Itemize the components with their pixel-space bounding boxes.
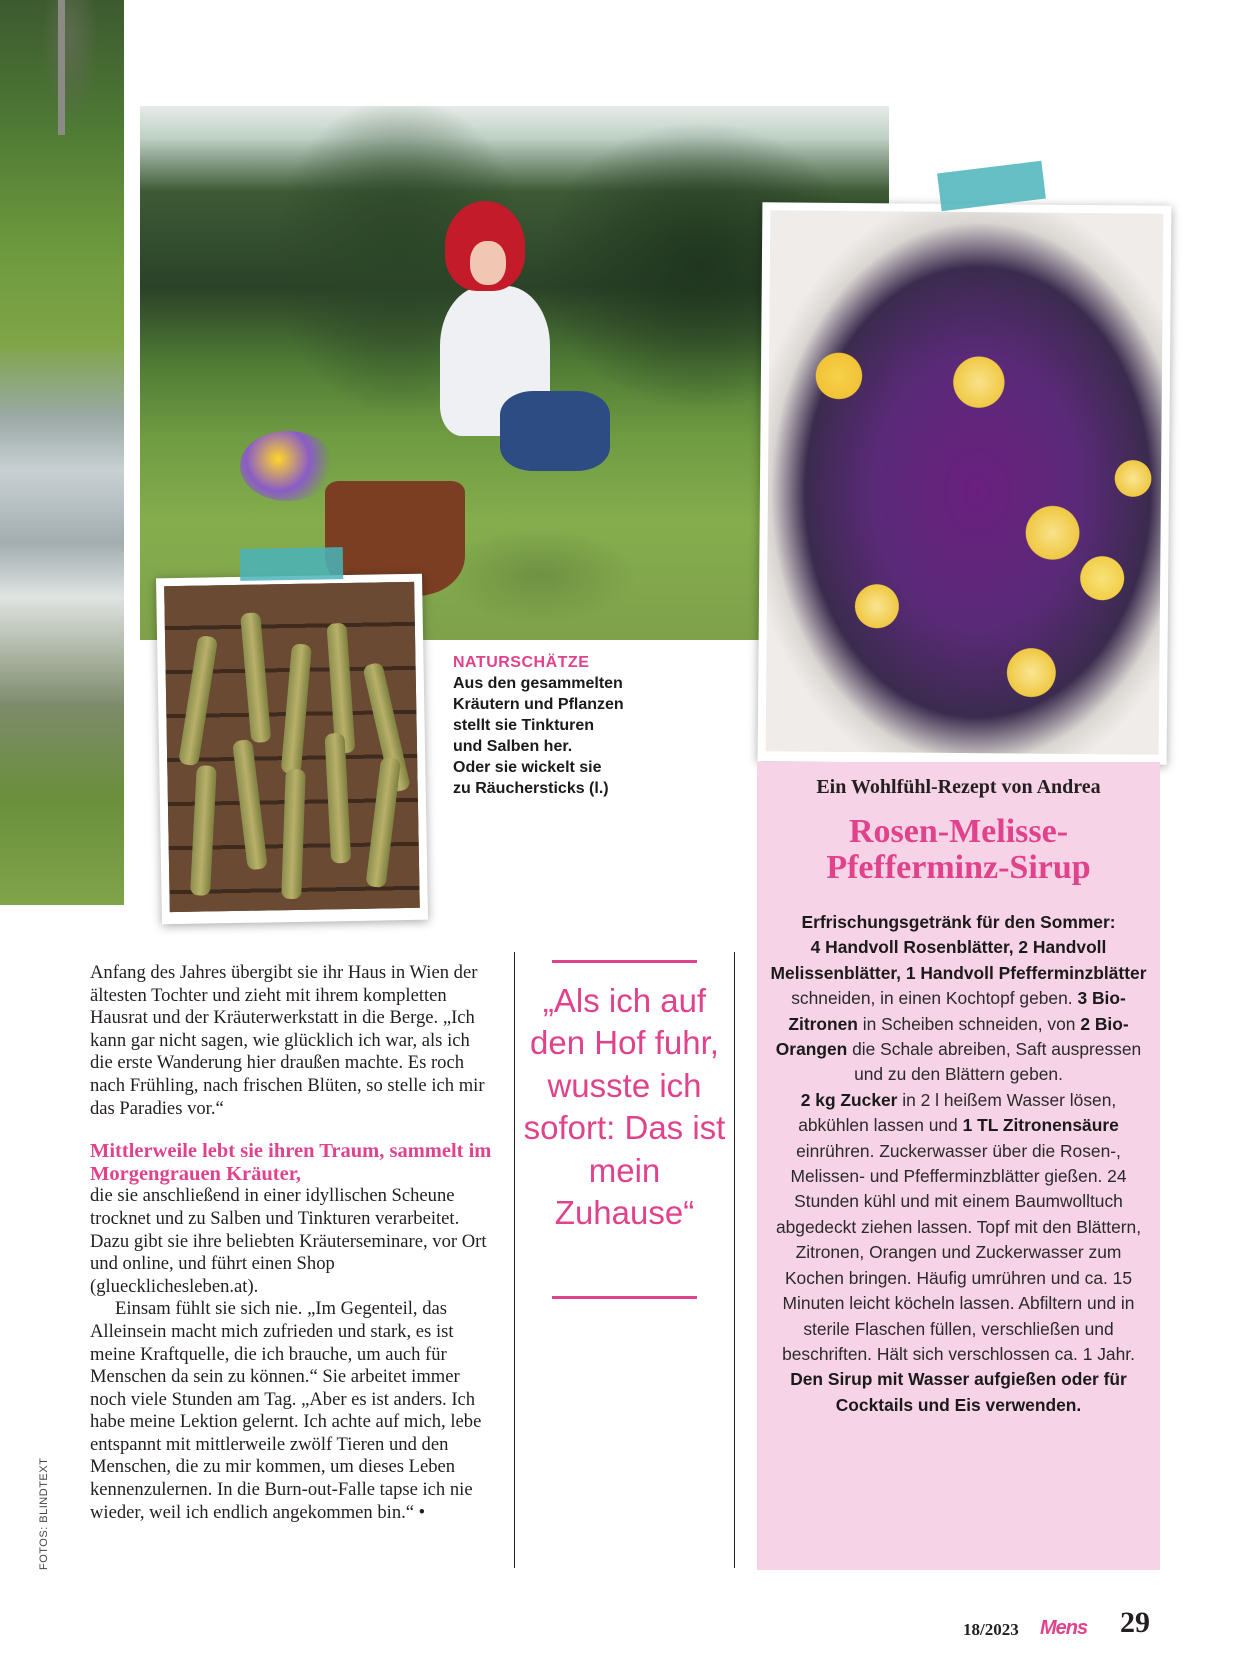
smudge-stick — [281, 769, 306, 900]
page-number: 29 — [1120, 1606, 1150, 1639]
recipe-step: einrühren. Zuckerwasser über die Rosen-, Melissen- und Pfefferminzblätter gießen. 24 Stunden kühl und mit einem Baumwolltuch abgedeckt ziehen lassen. Topf mit den Blättern, Zitronen, Orangen und Zuckerwasser zum Kochen bringen. Häufig umrühren und ca. 15 Minuten leicht köcheln lassen. Abfiltern und in sterile Flaschen füllen, verschließen und beschriften. Hält sich verschlossen ca. 1 Jahr. — [775, 1140, 1142, 1364]
recipe-title-line: Rosen-Melisse- — [848, 813, 1069, 850]
article-paragraph: Einsam fühlt sie sich nie. „Im Gegenteil, das Alleinsein macht mich zufrieden und stark, es ist meine Kraftquelle, die ich brauche, um auch für Menschen da sein zu können.“ Sie arbeitet immer noch viele Stunden am Tag. „Aber es ist anders. Ich habe meine Lektion gelernt. Ich achte auf mich, lebe entspannt mit mittlerweile zwölf Tieren und den Menschen, die zu mir kommen, um dieses Leben kennenzulernen. In die Burn-out-Falle tapse ich nie wieder, weil ich endlich angekommen bin.“ • — [90, 1298, 482, 1523]
recipe-kicker: Ein Wohlfühl-Rezept von Andrea — [816, 776, 1101, 798]
caption-line: Oder sie wickelt sie — [453, 759, 602, 776]
recipe-ingredient-oranges: 2 Bio-Orangen — [775, 1013, 1129, 1060]
recipe-ingredient-citric-acid: 1 TL Zitronensäure — [962, 1115, 1119, 1136]
recipe-ingredient-sugar: 2 kg Zucker — [800, 1089, 898, 1110]
article-body — [90, 962, 496, 1524]
recipe-instructions — [769, 910, 1148, 1418]
smudge-stick — [240, 612, 271, 743]
recipe-box — [757, 762, 1160, 1570]
smudge-stick — [281, 643, 312, 774]
column-divider — [734, 952, 735, 1568]
article-paragraph: Anfang des Jahres übergibt sie ihr Haus in Wien der ältesten Tochter und zieht mit ihrem kompletten Hausrat und der Kräuterwerkstatt in die Berge. „Ich kann gar nicht sagen, wie glücklich ich war, als ich die erste Wanderung hier draußen machte. Es roch nach Frühling, nach frischen Blüten, so stelle ich mir das Paradies vor.“ — [90, 962, 485, 1119]
caption-line: zu Räuchersticks (l.) — [453, 780, 609, 797]
caption-line: stellt sie Tinkturen — [453, 717, 595, 734]
smudge-sticks-photo — [164, 582, 420, 912]
washi-tape — [240, 547, 344, 581]
recipe-step: die Schale abreiben, Saft auspressen und zu den Blättern geben. — [847, 1039, 1142, 1085]
issue-number: 18/2023 — [963, 1620, 1019, 1639]
rose-lemon-bowl-photo — [766, 210, 1164, 754]
quote-rule-bottom — [552, 1296, 697, 1299]
recipe-step: in 2 l heißem Wasser lösen, abkühlen lassen und — [798, 1089, 1117, 1136]
smudge-sticks-polaroid — [156, 574, 428, 925]
article-paragraph: die sie anschließend in einer idyllischen Scheune trocknet und zu Salben und Tinkturen verarbeitet. Dazu gibt sie ihre beliebten Kräuterseminare, vor Ort und online, und führt einen Shop (gluecklichesleben.at). — [90, 1185, 487, 1297]
smudge-stick — [190, 765, 217, 896]
photo-caption — [453, 652, 693, 799]
pull-quote: „Als ich auf den Hof fuhr, wusste ich sofort: Das ist mein Zuhause“ — [523, 982, 726, 1232]
caption-line: Aus den gesammelten — [453, 675, 623, 692]
recipe-step: schneiden, in einen Kochtopf geben. — [791, 988, 1078, 1009]
article-lead-in: Mittlerweile lebt sie ihren Traum, sammelt im Morgengrauen Kräuter, — [90, 1140, 492, 1185]
caption-line: und Salben her. — [453, 738, 573, 755]
recipe-ingredient-lemons: 3 Bio-Zitronen — [788, 988, 1126, 1034]
smudge-stick — [178, 635, 218, 767]
stream-photo — [0, 0, 124, 905]
syrup-bowl-polaroid — [758, 202, 1172, 765]
caption-line: Kräutern und Pflanzen — [453, 696, 624, 713]
recipe-title — [757, 814, 1160, 886]
photo-credit: FOTOS: BLINDTEXT — [38, 1457, 50, 1570]
tree-trunk — [58, 0, 65, 135]
recipe-ingredients-herbs: 4 Handvoll Rosenblätter, 2 Handvoll Melissenblätter, 1 Handvoll Pfefferminzblätter — [770, 937, 1147, 983]
quote-rule-top — [552, 960, 697, 963]
caption-kicker: NATURSCHÄTZE — [453, 654, 590, 671]
blue-jeans — [500, 391, 610, 471]
column-divider — [514, 952, 515, 1568]
recipe-step: in Scheiben schneiden, von — [857, 1013, 1081, 1034]
wildflower-bouquet — [240, 431, 335, 501]
smudge-stick — [365, 757, 401, 888]
face — [470, 241, 506, 285]
recipe-title-line: Pfefferminz-Sirup — [826, 849, 1091, 886]
recipe-intro: Erfrischungsgetränk für den Sommer: — [801, 912, 1116, 932]
smudge-stick — [232, 739, 268, 870]
recipe-serving-tip: Den Sirup mit Wasser aufgießen oder für Cocktails und Eis verwenden. — [790, 1369, 1127, 1415]
magazine-logo: Mens — [1040, 1617, 1088, 1639]
